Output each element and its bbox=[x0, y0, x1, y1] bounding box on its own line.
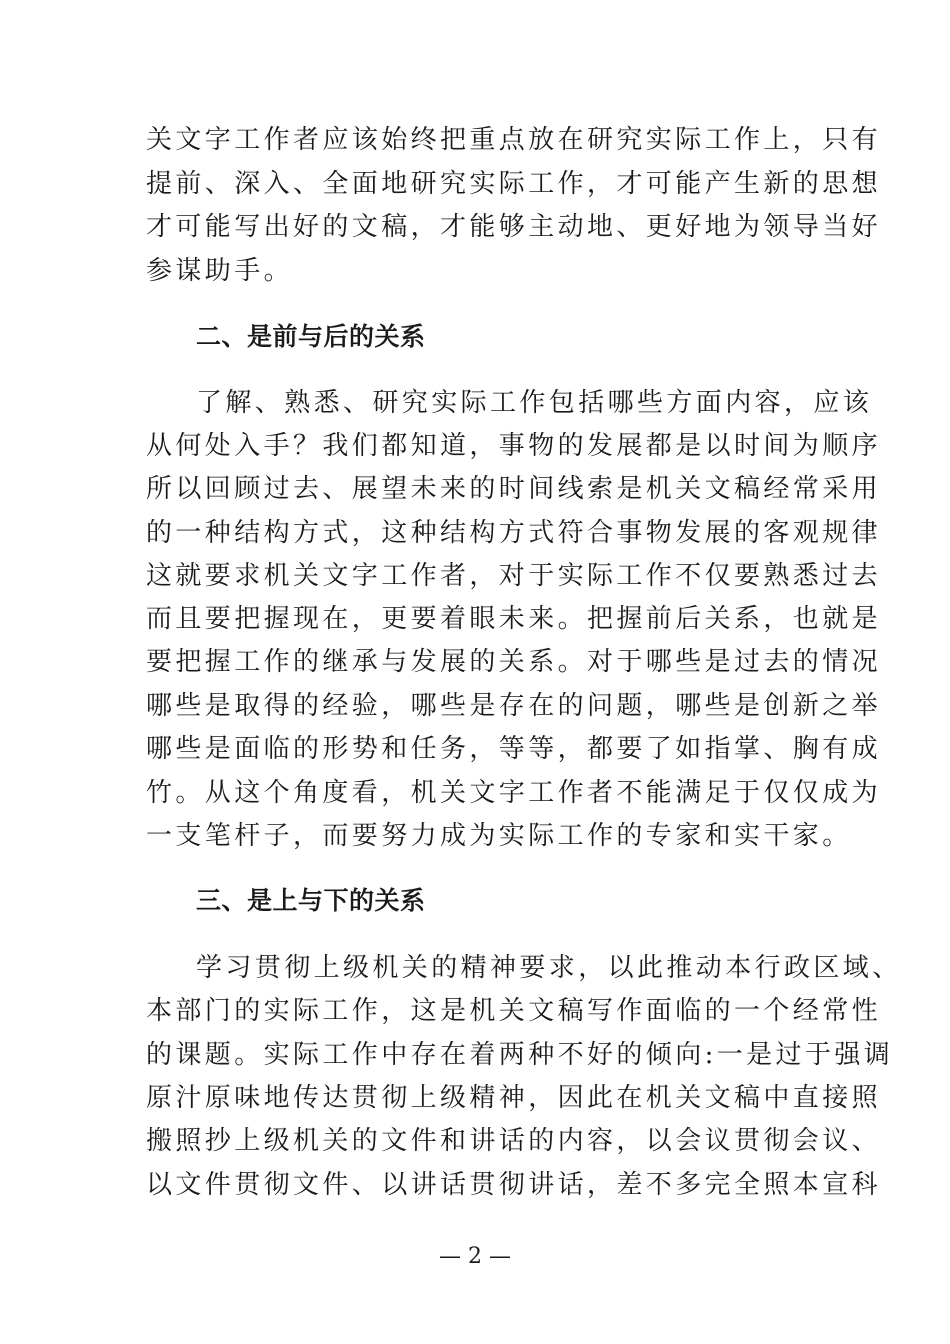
paragraph-line: 的课题。实际工作中存在着两种不好的倾向:一是过于强调 bbox=[146, 1040, 894, 1070]
section-heading: 三、是上与下的关系 bbox=[196, 886, 426, 915]
paragraph-line: 的一种结构方式，这种结构方式符合事物发展的客观规律 bbox=[146, 518, 882, 548]
section-heading: 二、是前与后的关系 bbox=[196, 322, 426, 351]
page-number: — 2 — bbox=[439, 1244, 511, 1269]
paragraph-line: 这就要求机关文字工作者，对于实际工作不仅要熟悉过去 bbox=[146, 561, 882, 591]
paragraph-line: 哪些是面临的形势和任务，等等，都要了如指掌、胸有成 bbox=[146, 734, 882, 764]
paragraph-line: 学习贯彻上级机关的精神要求，以此推动本行政区域、 bbox=[196, 953, 902, 983]
paragraph-line: 关文字工作者应该始终把重点放在研究实际工作上，只有 bbox=[146, 125, 882, 155]
paragraph-line: 一支笔杆子，而要努力成为实际工作的专家和实干家。 bbox=[146, 821, 852, 851]
paragraph-line: 原汁原味地传达贯彻上级精神，因此在机关文稿中直接照 bbox=[146, 1083, 882, 1113]
paragraph-line: 了解、熟悉、研究实际工作包括哪些方面内容，应该 bbox=[196, 388, 873, 418]
paragraph-line: 竹。从这个角度看，机关文字工作者不能满足于仅仅成为 bbox=[146, 778, 882, 808]
paragraph-line: 本部门的实际工作，这是机关文稿写作面临的一个经常性 bbox=[146, 996, 882, 1026]
paragraph-line: 而且要把握现在，更要着眼未来。把握前后关系，也就是 bbox=[146, 604, 882, 634]
paragraph-line: 参谋助手。 bbox=[146, 256, 294, 286]
paragraph-line: 所以回顾过去、展望未来的时间线索是机关文稿经常采用 bbox=[146, 474, 882, 504]
paragraph-line: 哪些是取得的经验，哪些是存在的问题，哪些是创新之举 bbox=[146, 691, 882, 721]
paragraph-line: 从何处入手？我们都知道，事物的发展都是以时间为顺序 bbox=[146, 431, 882, 461]
paragraph-line: 搬照抄上级机关的文件和讲话的内容，以会议贯彻会议、 bbox=[146, 1126, 882, 1156]
paragraph-line: 以文件贯彻文件、以讲话贯彻讲话，差不多完全照本宣科 bbox=[146, 1170, 882, 1200]
paragraph-line: 要把握工作的继承与发展的关系。对于哪些是过去的情况 bbox=[146, 647, 882, 677]
paragraph-line: 才可能写出好的文稿，才能够主动地、更好地为领导当好 bbox=[146, 212, 882, 242]
paragraph-line: 提前、深入、全面地研究实际工作，才可能产生新的思想 bbox=[146, 169, 882, 199]
